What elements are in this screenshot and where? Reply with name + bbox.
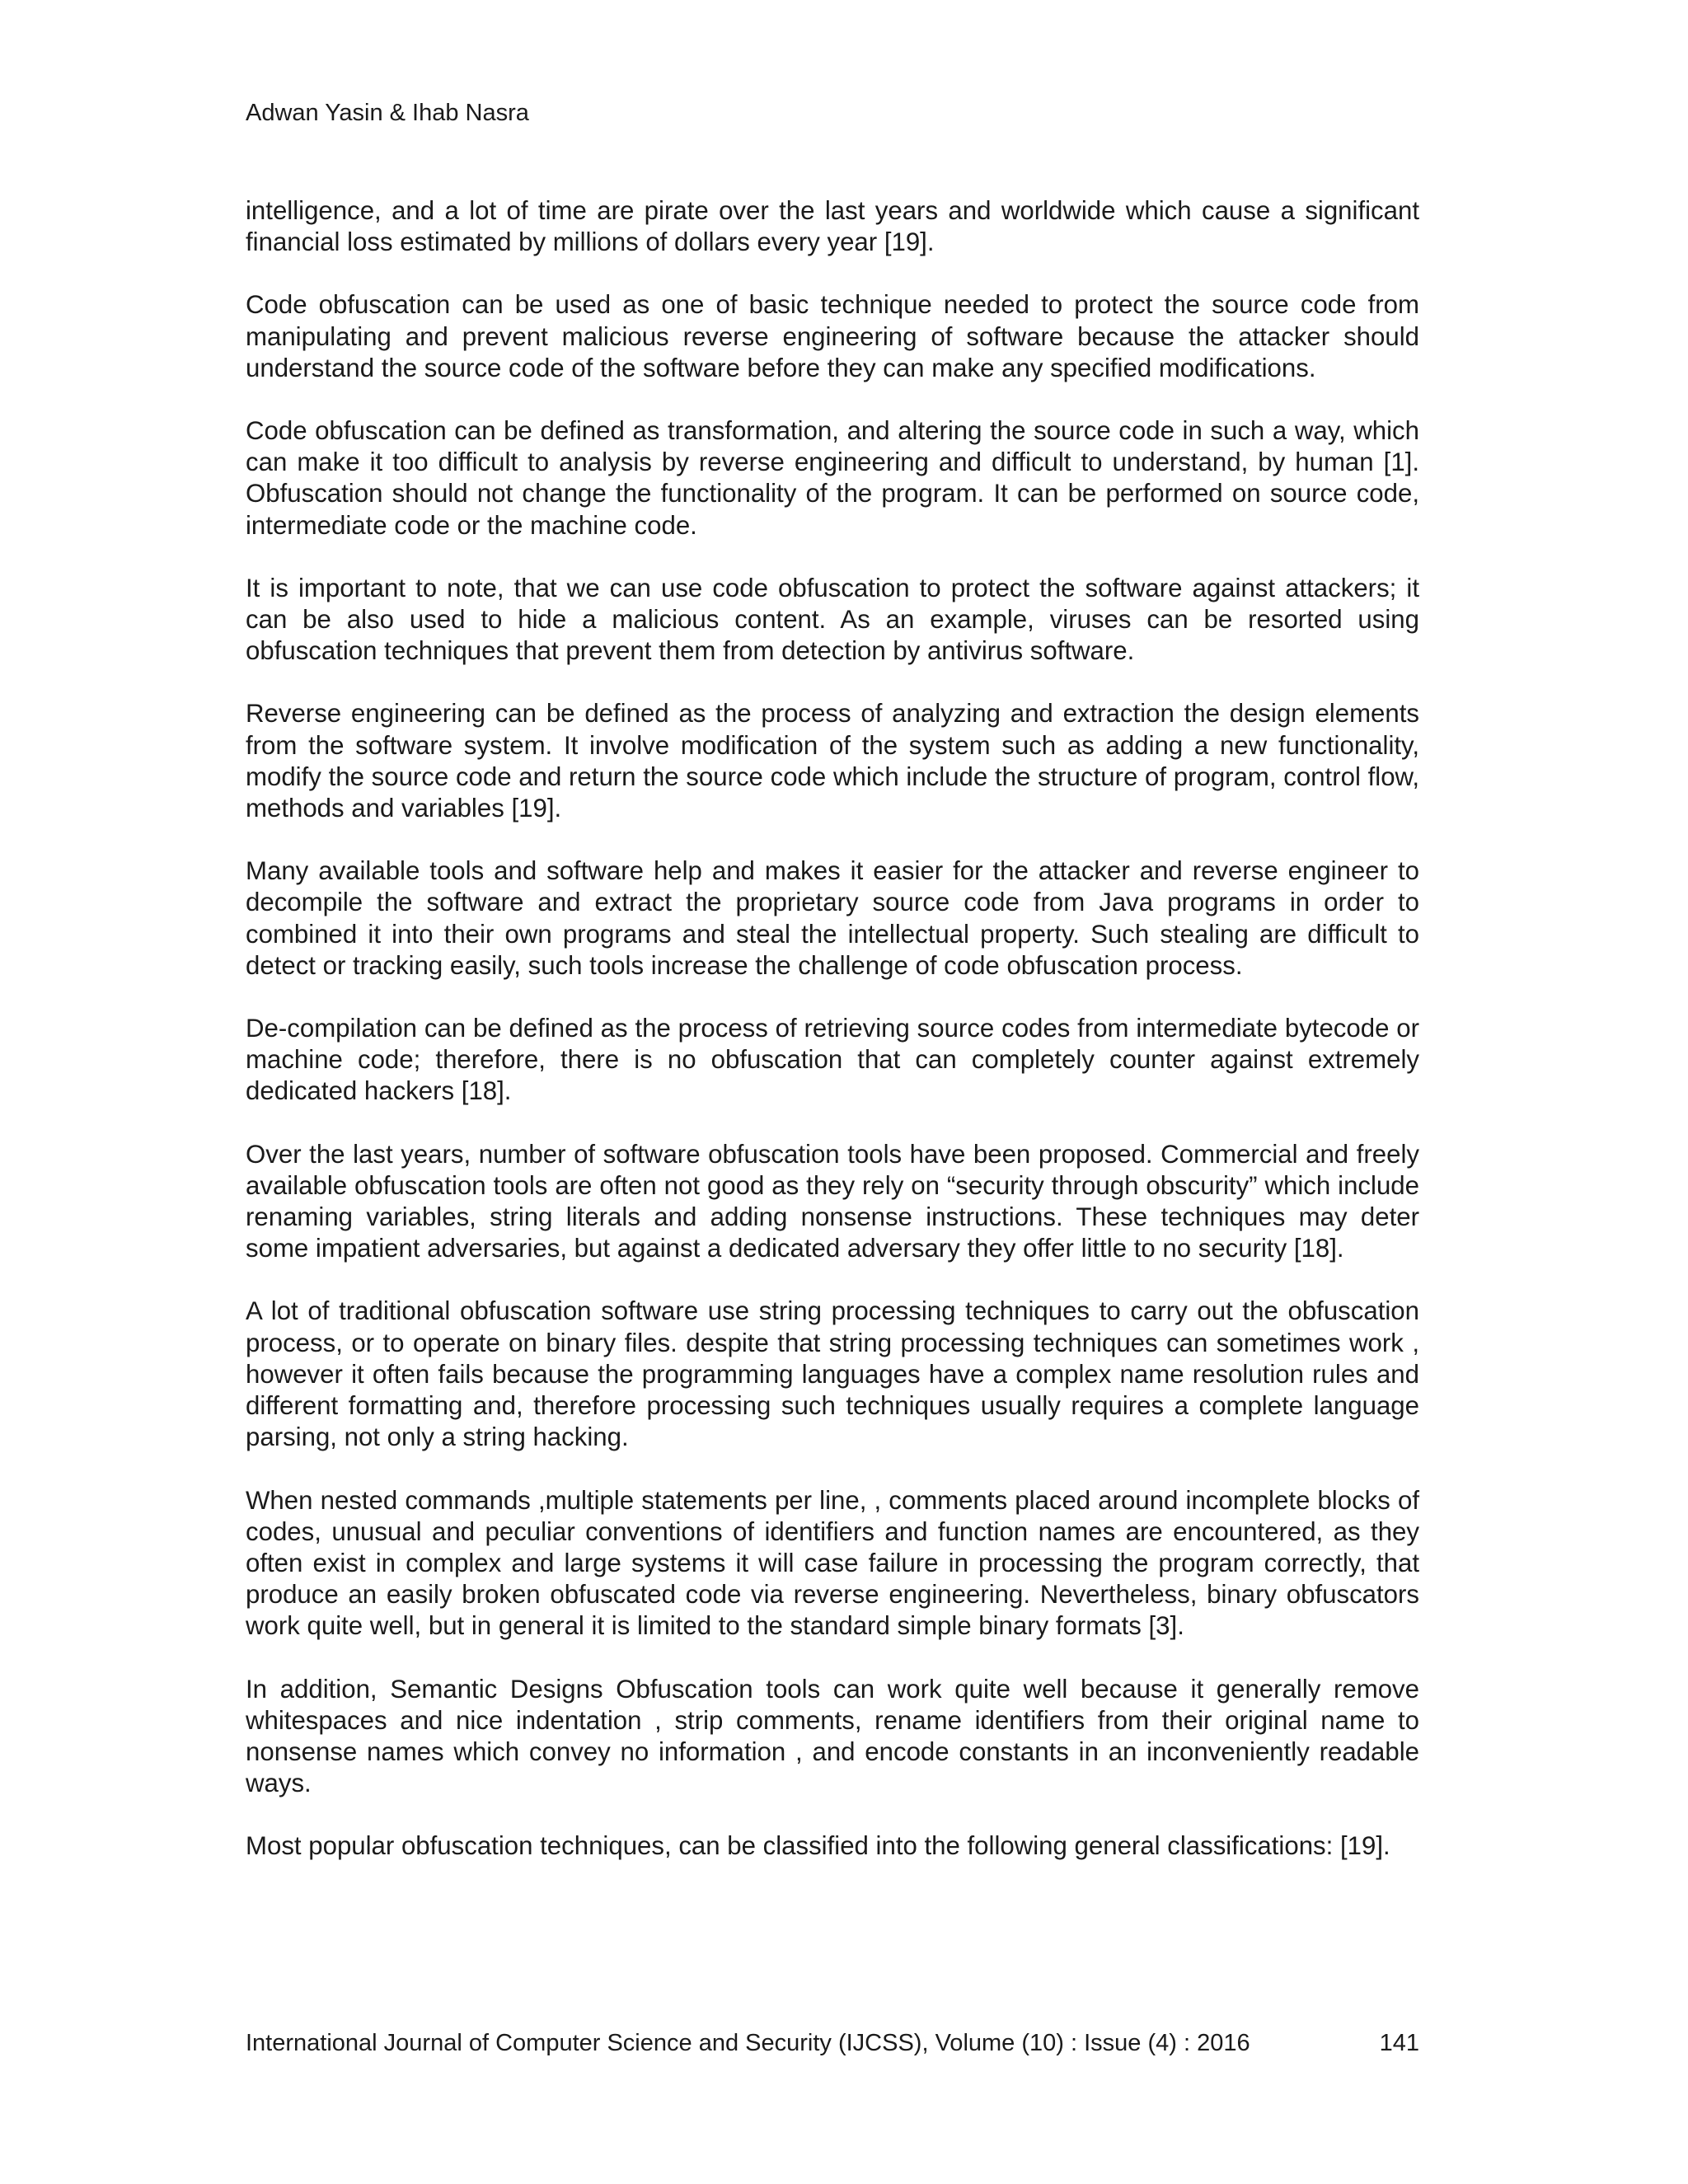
paragraph-4: It is important to note, that we can use code obfuscation to protect the software against attackers; it can be also used to hide a malicious content. As an example, viruses can be resorted using obfuscation techniques that prevent them from detection by antivirus software. xyxy=(246,573,1419,666)
paragraph-6: Many available tools and software help and makes it easier for the attacker and reverse engineer to decompile the software and extract the proprietary source code from Java programs in order to combined it into their own programs and steal the intellectual property. Such stealing are difficult to detect or tracking easily, such tools increase the challenge of code obfuscation process. xyxy=(246,856,1419,980)
paragraph-11: In addition, Semantic Designs Obfuscation tools can work quite well because it generally remove whitespaces and nice indentation , strip comments, rename identifiers from their original name to nonsense names which convey no information , and encode constants in an inconveniently readable ways. xyxy=(246,1674,1419,1798)
paragraph-1: intelligence, and a lot of time are pirate over the last years and worldwide which cause a significant financial loss estimated by millions of dollars every year [19]. xyxy=(246,196,1419,257)
paragraph-10: When nested commands ,multiple statements per line, , comments placed around incomplete blocks of codes, unusual and peculiar conventions of identifiers and function names are encountered, as they often exist in complex and large systems it will case failure in processing the program correctly, that produce an easily broken obfuscated code via reverse engineering. Nevertheless, binary obfuscators work quite well, but in general it is limited to the standard simple binary formats [3]. xyxy=(246,1485,1419,1641)
paragraph-3: Code obfuscation can be defined as transformation, and altering the source code in such a way, which can make it too difficult to analysis by reverse engineering and difficult to understand, by human [1]. Obfuscation should not change the functionality of the program. It can be performed on source code, intermediate code or the machine code. xyxy=(246,416,1419,540)
footer-journal: International Journal of Computer Science and Security (IJCSS), Volume (10) : Issue (4) : 2016 xyxy=(246,2030,1250,2056)
paragraph-5: Reverse engineering can be defined as the process of analyzing and extraction the design elements from the software system. It involve modification of the system such as adding a new functionality, modify the source code and return the source code which include the structure of program, control flow, methods and variables [19]. xyxy=(246,699,1419,823)
paragraph-7: De-compilation can be defined as the process of retrieving source codes from intermediate bytecode or machine code; therefore, there is no obfuscation that can completely counter against extremely dedicated hackers [18]. xyxy=(246,1014,1419,1106)
page-number: 141 xyxy=(1379,2030,1419,2056)
paragraph-9: A lot of traditional obfuscation software use string processing techniques to carry out the obfuscation process, or to operate on binary files. despite that string processing techniques can sometimes work , however it often fails because the programming languages have a complex name resolution rules and different formatting and, therefore processing such techniques usually requires a complete language parsing, not only a string hacking. xyxy=(246,1296,1419,1452)
running-header xyxy=(246,97,529,129)
paragraph-8: Over the last years, number of software obfuscation tools have been proposed. Commercial and freely available obfuscation tools are often not good as they rely on “security through obscurity” which include renaming variables, string literals and adding nonsense instructions. These techniques may deter some impatient adversaries, but against a dedicated adversary they offer little to no security [18]. xyxy=(246,1139,1419,1263)
paragraph-2: Code obfuscation can be used as one of basic technique needed to protect the source code from manipulating and prevent malicious reverse engineering of software because the attacker should understand the source code of the software before they can make any specified modifications. xyxy=(246,290,1419,382)
header-authors: Adwan Yasin & Ihab Nasra xyxy=(246,100,529,126)
paragraph-12: Most popular obfuscation techniques, can be classified into the following general classifications: [19]. xyxy=(246,1831,1390,1861)
body-text xyxy=(246,195,1419,1894)
